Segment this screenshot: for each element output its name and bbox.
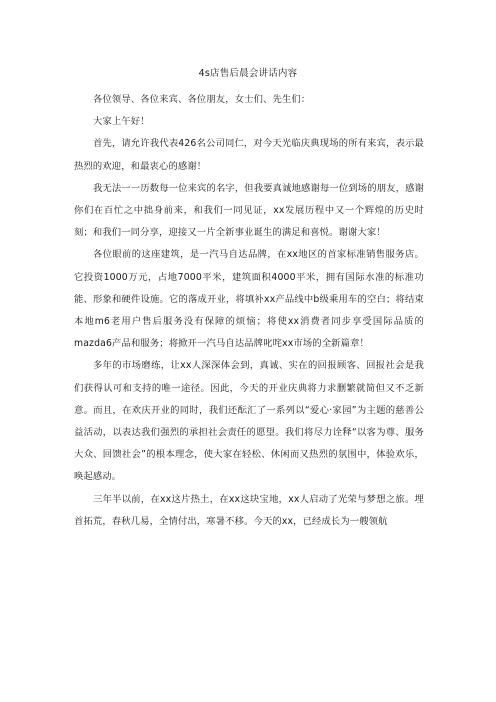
paragraph-building: 各位眼前的这座建筑，是一汽马自达品牌，在xx地区的首家标准销售服务店。它投资1000万元，占地7000平米，建筑面积4000平米，拥有国际水准的标准功能、形象和硬件设施。它的落成开业，将填补xx产品线中b级乘用车的空白；将结束本地m6老用户售后服务没有保障的烦恼；将使xx消费者同步享受国际品质的mazda6产品和服务；将掀开一汽马自达品牌叱咤xx市场的全新篇章！ <box>74 249 424 350</box>
paragraph-market: 多年的市场磨练，让xx人深深体会到，真诚、实在的回报顾客、回报社会是我们获得认可和支持的唯一途径。因此，今天的开业庆典将力求删繁就简但又不乏新意。而且，在欢庆开业的同时，我们还酝汇了一系列以“爱心·家园”为主题的慈善公益活动，以表达我们强烈的承担社会责任的愿望。我们将尽力诠释“以客为尊、服务大众、回馈社会”的根本理念，使大家在轻松、休闲而又热烈的氛围中，体验欢乐，唤起感动。 <box>74 360 424 483</box>
paragraph-history: 三年半以前，在xx这片热土，在xx这块宝地，xx人启动了光荣与梦想之旅。埋首拓荒，春秋几易，全情付出，寒暑不移。今天的xx，已经成长为一艘领航 <box>74 493 424 527</box>
document-body <box>74 89 424 533</box>
paragraph-welcome: 首先，请允许我代表426名公司同仁，对今天光临庆典现场的所有来宾，表示最热烈的欢迎，和最衷心的感谢！ <box>74 138 424 172</box>
paragraph-thanks: 我无法一一历数每一位来宾的名字，但我要真诚地感谢每一位到场的朋友，感谢你们在百忙之中拙身前来，和我们一同见证，xx发展历程中又一个辉煌的历史时刻；和我们一同分享，迎接又一片全新事业诞生的满足和喜悦。谢谢大家！ <box>74 182 424 239</box>
document-title: 4s店售后晨会讲话内容 <box>198 68 298 79</box>
paragraph-salutation: 各位领导、各位来宾、各位朋友，女士们、先生们： <box>93 94 311 105</box>
paragraph-greeting: 大家上午好！ <box>93 116 150 128</box>
